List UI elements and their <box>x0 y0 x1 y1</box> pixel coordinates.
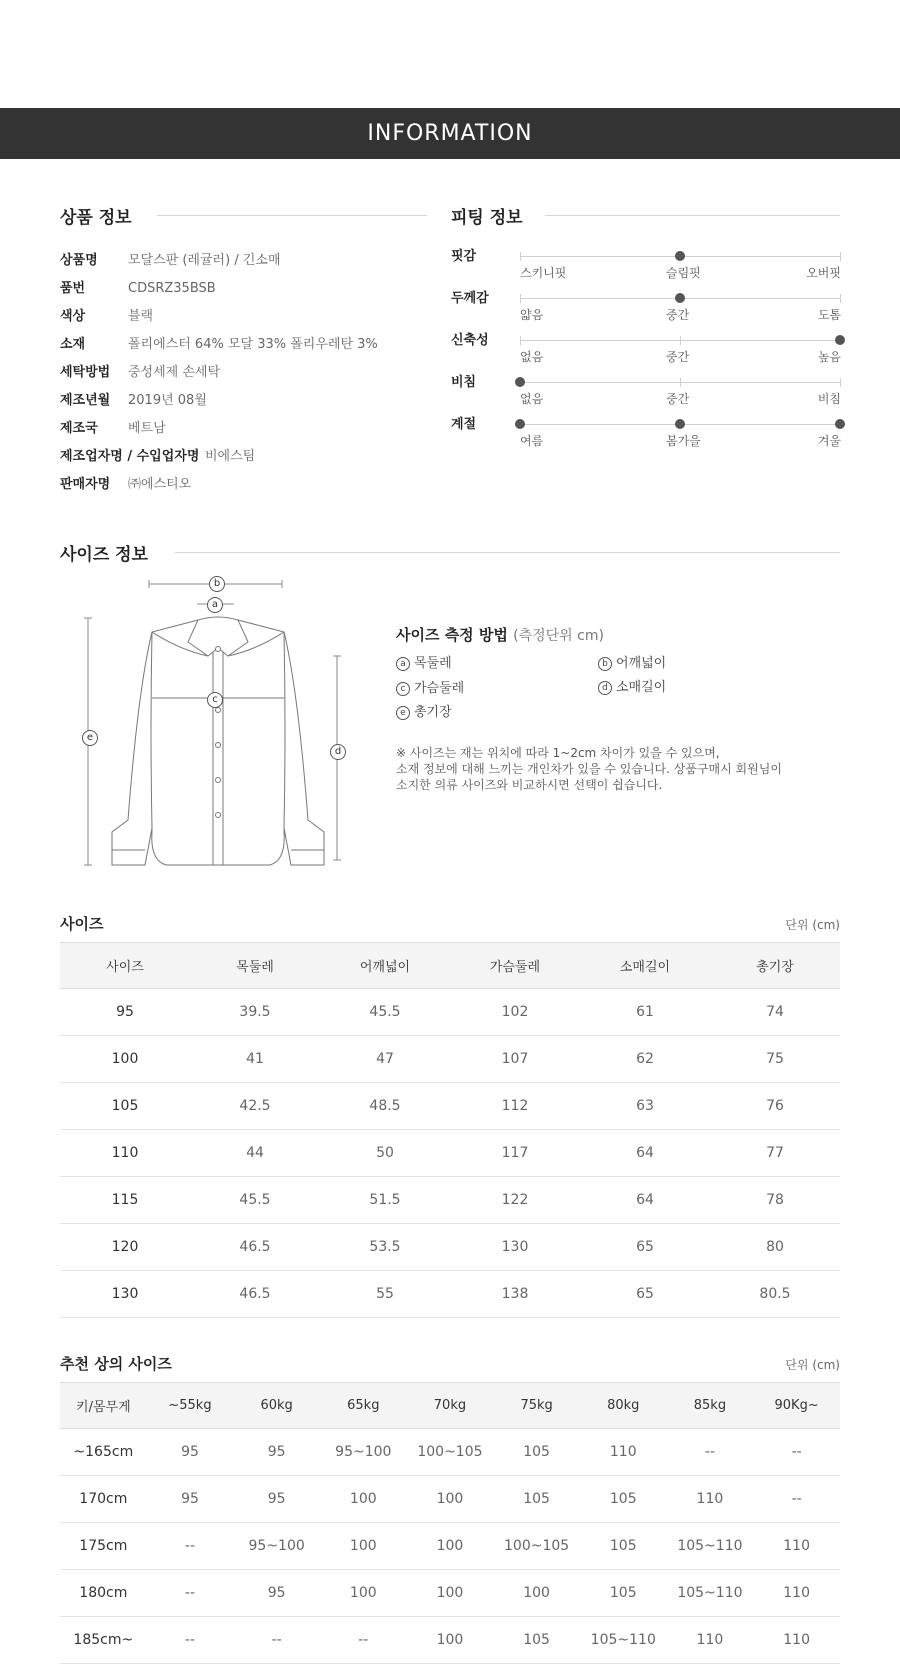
fit-option: 중간 <box>666 350 690 364</box>
column-header: 가슴둘레 <box>450 943 580 989</box>
table-cell: 107 <box>450 1036 580 1083</box>
legend-item <box>396 677 464 696</box>
fit-label: 계절 <box>451 417 477 432</box>
legend-mark: d <box>598 681 612 695</box>
table-cell: 115 <box>60 1177 190 1224</box>
table-cell: 75 <box>710 1036 840 1083</box>
table-cell: 138 <box>450 1271 580 1318</box>
fit-tick <box>520 294 521 303</box>
fit-label: 비침 <box>451 375 477 390</box>
fit-track <box>520 382 840 383</box>
table-cell: 105 <box>493 1429 580 1476</box>
product-label: 판매자명 <box>60 477 111 492</box>
table-cell: 45.5 <box>320 989 450 1036</box>
fitting-info-title: 피팅 정보 <box>451 208 523 228</box>
diagram-mark-d: d <box>330 744 346 760</box>
fit-option: 얇음 <box>520 308 544 322</box>
rec-table <box>60 1382 840 1664</box>
fit-selected-dot <box>835 335 845 345</box>
legend-text: 소매길이 <box>616 680 667 695</box>
column-header: 목둘레 <box>190 943 320 989</box>
fit-tick <box>840 378 841 387</box>
column-header: 소매길이 <box>580 943 710 989</box>
fit-selected-dot <box>675 293 685 303</box>
legend-text: 가슴둘레 <box>414 681 465 696</box>
table-cell: 130 <box>60 1271 190 1318</box>
column-header: 어깨넓이 <box>320 943 450 989</box>
table-cell: 105 <box>580 1476 667 1523</box>
table-cell: 65 <box>580 1224 710 1271</box>
product-info-divider <box>157 215 427 216</box>
legend-item <box>396 701 452 720</box>
table-cell: 95~100 <box>320 1429 407 1476</box>
table-cell: 42.5 <box>190 1083 320 1130</box>
table-cell: -- <box>320 1617 407 1664</box>
fit-track <box>520 298 840 299</box>
rec-table-row <box>60 1570 840 1617</box>
table-cell: 110 <box>753 1523 840 1570</box>
product-label: 제조년월 <box>60 393 111 408</box>
column-header: 총기장 <box>710 943 840 989</box>
table-cell: 74 <box>710 989 840 1036</box>
legend-text: 총기장 <box>414 705 452 720</box>
information-banner <box>0 108 900 159</box>
product-value: 폴리에스터 64% 모달 33% 폴리우레탄 3% <box>128 337 378 352</box>
table-cell: 117 <box>450 1130 580 1177</box>
table-cell: 105 <box>60 1083 190 1130</box>
column-header: 70kg <box>407 1383 494 1429</box>
table-cell: -- <box>147 1523 234 1570</box>
diagram-mark-a: a <box>207 597 223 613</box>
product-row-country <box>60 417 166 435</box>
table-cell: 95 <box>233 1429 320 1476</box>
rec-table-row <box>60 1523 840 1570</box>
table-cell: 102 <box>450 989 580 1036</box>
legend-mark: e <box>396 706 410 720</box>
fit-selected-dot <box>515 377 525 387</box>
fit-option: 비침 <box>817 392 841 406</box>
fit-option: 없음 <box>520 392 544 406</box>
table-cell: 112 <box>450 1083 580 1130</box>
table-cell: 80 <box>710 1224 840 1271</box>
fit-track <box>520 256 840 257</box>
table-cell: 95 <box>147 1429 234 1476</box>
measure-method-title <box>396 624 604 645</box>
size-note <box>396 745 782 793</box>
size-info-divider <box>175 552 840 553</box>
legend-mark: a <box>396 657 410 671</box>
table-cell: 100 <box>60 1036 190 1083</box>
column-header: 75kg <box>493 1383 580 1429</box>
column-header: 90Kg~ <box>753 1383 840 1429</box>
product-value: 모달스판 (레귤러) / 긴소매 <box>128 253 281 268</box>
table-cell: 50 <box>320 1130 450 1177</box>
table-cell: 120 <box>60 1224 190 1271</box>
column-header: 65kg <box>320 1383 407 1429</box>
table-cell: 105 <box>580 1570 667 1617</box>
fit-tick <box>680 336 681 345</box>
fit-selected-dot <box>835 419 845 429</box>
note-line: 소재 정보에 대해 느끼는 개인차가 있을 수 있습니다. 상품구매시 회원님이 <box>396 762 782 776</box>
fit-tick <box>520 336 521 345</box>
size-table <box>60 942 840 1318</box>
table-cell: 95 <box>233 1570 320 1617</box>
rec-table-row <box>60 1617 840 1664</box>
table-cell: 110 <box>667 1476 754 1523</box>
size-table-header <box>60 943 840 989</box>
table-cell: 64 <box>580 1177 710 1224</box>
column-header: 80kg <box>580 1383 667 1429</box>
table-cell: 110 <box>60 1130 190 1177</box>
fit-track <box>520 340 840 341</box>
size-table-row <box>60 1083 840 1130</box>
table-cell: 100 <box>320 1476 407 1523</box>
table-cell: 105~110 <box>667 1570 754 1617</box>
size-table-row <box>60 1177 840 1224</box>
table-cell: 46.5 <box>190 1271 320 1318</box>
legend-text: 목둘레 <box>414 656 452 671</box>
fit-selected-dot <box>675 251 685 261</box>
table-cell: 100~105 <box>493 1523 580 1570</box>
table-cell: 180cm <box>60 1570 147 1617</box>
table-cell: -- <box>147 1617 234 1664</box>
table-cell: 95 <box>147 1476 234 1523</box>
product-label: 상품명 <box>60 253 98 268</box>
banner-title: INFORMATION <box>367 121 533 146</box>
table-cell: 122 <box>450 1177 580 1224</box>
size-info-title: 사이즈 정보 <box>60 545 149 565</box>
table-cell: 105~110 <box>580 1617 667 1664</box>
fit-tick <box>840 294 841 303</box>
fit-option: 없음 <box>520 350 544 364</box>
fit-option: 슬림핏 <box>666 266 701 280</box>
table-cell: 77 <box>710 1130 840 1177</box>
table-cell: 55 <box>320 1271 450 1318</box>
table-cell: -- <box>147 1570 234 1617</box>
table-cell: 46.5 <box>190 1224 320 1271</box>
fit-option: 높음 <box>817 350 841 364</box>
size-table-row <box>60 1036 840 1083</box>
rec-table-unit: 단위 (cm) <box>785 1358 840 1372</box>
size-table-row <box>60 989 840 1036</box>
product-row-date <box>60 389 207 407</box>
rec-table-row <box>60 1429 840 1476</box>
table-cell: 100~105 <box>407 1429 494 1476</box>
table-cell: 170cm <box>60 1476 147 1523</box>
table-cell: 95 <box>60 989 190 1036</box>
table-cell: 51.5 <box>320 1177 450 1224</box>
product-value: 비에스팀 <box>205 449 256 464</box>
table-cell: 64 <box>580 1130 710 1177</box>
rec-table-row <box>60 1476 840 1523</box>
column-header: 키/몸무게 <box>60 1383 147 1429</box>
fit-tick <box>680 378 681 387</box>
product-label: 품번 <box>60 281 86 296</box>
product-label: 제조업자명 / 수입업자명 <box>60 449 200 464</box>
table-cell: ~165cm <box>60 1429 147 1476</box>
product-value: CDSRZ35BSB <box>128 281 216 296</box>
fit-option: 스키니핏 <box>520 266 567 280</box>
diagram-mark-c: c <box>207 692 223 708</box>
table-cell: 61 <box>580 989 710 1036</box>
product-row-manufacturer <box>60 445 255 463</box>
product-label: 소재 <box>60 337 86 352</box>
product-label: 세탁방법 <box>60 365 111 380</box>
rec-table-header <box>60 1383 840 1429</box>
table-cell: 45.5 <box>190 1177 320 1224</box>
product-value: 2019년 08월 <box>128 393 207 408</box>
product-row-washing <box>60 361 220 379</box>
diagram-mark-e: e <box>82 730 98 746</box>
table-cell: 53.5 <box>320 1224 450 1271</box>
table-cell: 105 <box>580 1523 667 1570</box>
table-cell: 100 <box>407 1617 494 1664</box>
product-label: 색상 <box>60 309 86 324</box>
fit-option: 중간 <box>666 392 690 406</box>
table-cell: 110 <box>753 1570 840 1617</box>
table-cell: 62 <box>580 1036 710 1083</box>
table-cell: 41 <box>190 1036 320 1083</box>
table-cell: -- <box>753 1476 840 1523</box>
fit-selected-dot <box>515 419 525 429</box>
product-row-seller <box>60 473 191 491</box>
fit-label: 두께감 <box>451 291 489 306</box>
legend-mark: b <box>598 657 612 671</box>
legend-item <box>396 652 452 671</box>
measure-title-text: 사이즈 측정 방법 <box>396 626 508 644</box>
table-cell: 100 <box>493 1570 580 1617</box>
table-cell: 175cm <box>60 1523 147 1570</box>
table-cell: 100 <box>407 1570 494 1617</box>
product-row-name <box>60 249 281 267</box>
measure-unit: (측정단위 cm) <box>513 628 604 644</box>
fit-option: 봄가을 <box>666 434 701 448</box>
fit-option: 겨울 <box>817 434 841 448</box>
table-cell: 110 <box>753 1617 840 1664</box>
product-row-color <box>60 305 153 323</box>
note-line: ※ 사이즈는 재는 위치에 따라 1~2cm 차이가 있을 수 있으며, <box>396 746 720 760</box>
table-cell: 44 <box>190 1130 320 1177</box>
product-value: 블랙 <box>128 309 154 324</box>
product-value: 베트남 <box>128 421 166 436</box>
table-cell: -- <box>753 1429 840 1476</box>
column-header: 60kg <box>233 1383 320 1429</box>
table-cell: 100 <box>320 1570 407 1617</box>
fit-tick <box>840 252 841 261</box>
fit-track <box>520 424 840 425</box>
fit-label: 핏감 <box>451 249 477 264</box>
legend-text: 어깨넓이 <box>616 656 667 671</box>
table-cell: 130 <box>450 1224 580 1271</box>
table-cell: 100 <box>407 1476 494 1523</box>
product-value: 중성세제 손세탁 <box>128 365 221 380</box>
table-cell: 47 <box>320 1036 450 1083</box>
column-header: 사이즈 <box>60 943 190 989</box>
fit-tick <box>520 252 521 261</box>
size-table-row <box>60 1224 840 1271</box>
table-cell: 110 <box>667 1617 754 1664</box>
fit-option: 오버핏 <box>806 266 841 280</box>
table-cell: 65 <box>580 1271 710 1318</box>
table-cell: -- <box>667 1429 754 1476</box>
table-cell: 110 <box>580 1429 667 1476</box>
table-cell: 100 <box>407 1523 494 1570</box>
product-row-material <box>60 333 378 351</box>
legend-item <box>598 676 666 695</box>
table-cell: 63 <box>580 1083 710 1130</box>
table-cell: 105 <box>493 1617 580 1664</box>
shirt-diagram <box>70 570 370 870</box>
product-info-title: 상품 정보 <box>60 208 132 228</box>
note-line: 소지한 의류 사이즈와 비교하시면 선택이 쉽습니다. <box>396 778 663 792</box>
diagram-mark-b: b <box>209 576 225 592</box>
table-cell: 95~100 <box>233 1523 320 1570</box>
column-header: ~55kg <box>147 1383 234 1429</box>
column-header: 85kg <box>667 1383 754 1429</box>
product-label: 제조국 <box>60 421 98 436</box>
size-table-unit: 단위 (cm) <box>785 918 840 932</box>
fit-label: 신축성 <box>451 333 489 348</box>
table-cell: -- <box>233 1617 320 1664</box>
legend-item <box>598 652 666 671</box>
table-cell: 39.5 <box>190 989 320 1036</box>
size-table-row <box>60 1271 840 1318</box>
table-cell: 185cm~ <box>60 1617 147 1664</box>
legend-mark: c <box>396 682 410 696</box>
table-cell: 76 <box>710 1083 840 1130</box>
table-cell: 105~110 <box>667 1523 754 1570</box>
table-cell: 78 <box>710 1177 840 1224</box>
table-cell: 105 <box>493 1476 580 1523</box>
table-cell: 100 <box>320 1523 407 1570</box>
size-table-title: 사이즈 <box>60 915 104 933</box>
table-cell: 48.5 <box>320 1083 450 1130</box>
product-value: ㈜에스티오 <box>128 477 192 492</box>
fit-selected-dot <box>675 419 685 429</box>
product-row-code <box>60 277 216 295</box>
rec-table-title: 추천 상의 사이즈 <box>60 1355 172 1373</box>
table-cell: 95 <box>233 1476 320 1523</box>
fitting-info-divider <box>545 215 840 216</box>
fit-option: 중간 <box>666 308 690 322</box>
size-table-row <box>60 1130 840 1177</box>
fit-option: 도톰 <box>817 308 841 322</box>
shirt-outline <box>112 617 324 865</box>
fit-option: 여름 <box>520 434 544 448</box>
table-cell: 80.5 <box>710 1271 840 1318</box>
